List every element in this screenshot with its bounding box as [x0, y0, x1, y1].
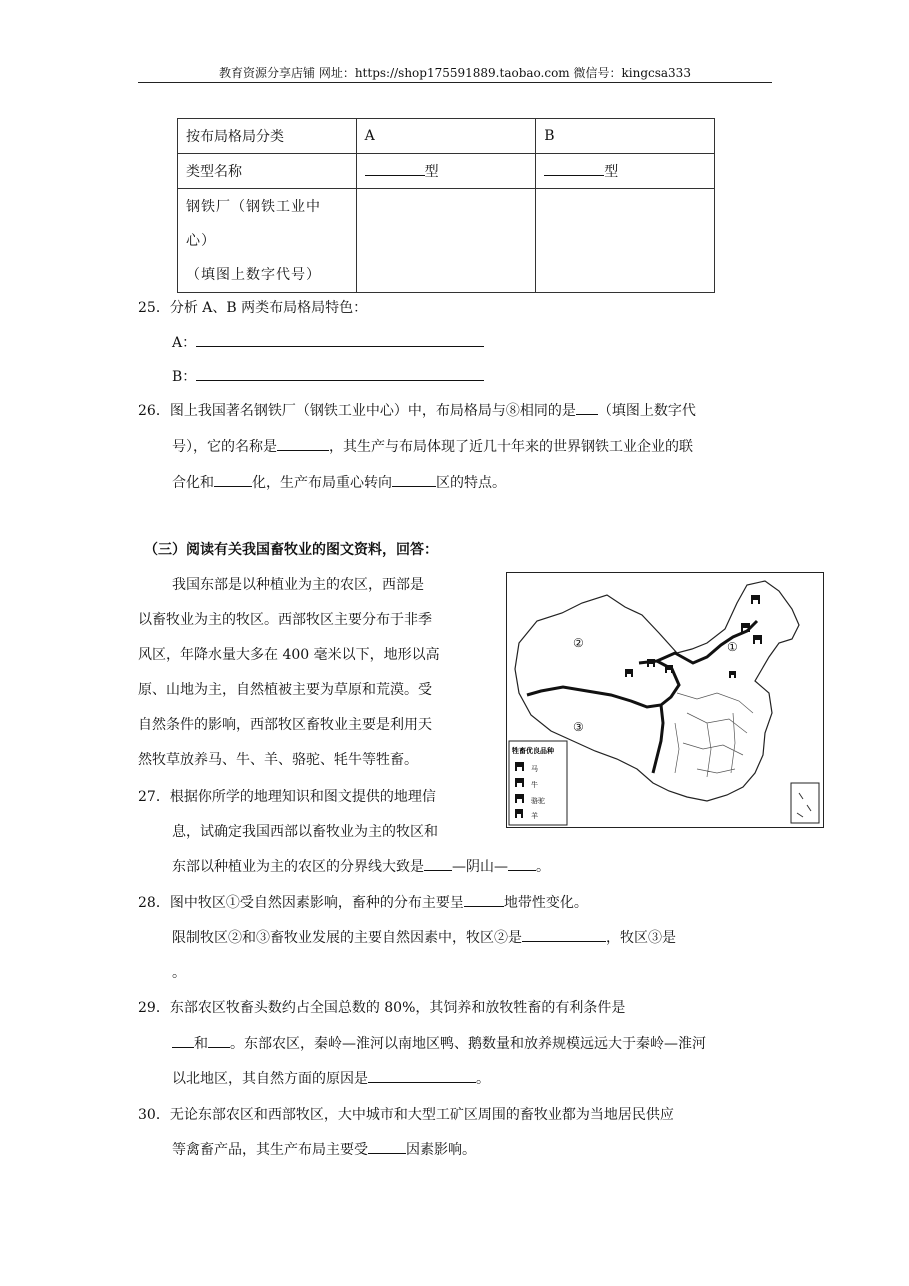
q27-line2: 息，试确定我国西部以畜牧业为主的牧区和: [172, 824, 438, 840]
question-number: 29．: [138, 1000, 170, 1016]
type-suffix: 型: [424, 164, 439, 180]
question-25: [138, 297, 367, 317]
pastoral-boundary-line: [527, 661, 679, 707]
question-text: ，牧区③是: [606, 930, 676, 946]
question-text: 。东部农区，秦岭—淮河以南地区鸭、鹅数量和放养规模远远大于秦岭—淮河: [230, 1036, 706, 1052]
header-divider: [138, 82, 772, 83]
answer-blank[interactable]: [544, 162, 604, 176]
table-cell-label: 按布局格局分类: [178, 119, 357, 154]
legend-label: 马: [531, 765, 538, 773]
answer-blank[interactable]: [214, 473, 252, 487]
q25-a-line: [172, 332, 484, 352]
cell-text-line: 心）: [186, 232, 216, 249]
answer-blank[interactable]: [508, 857, 536, 871]
question-text: ，其生产与布局体现了近几十年来的世界钢铁工业企业的联: [329, 439, 693, 455]
cell-text-line: （填图上数字代号）: [186, 266, 321, 283]
table-cell-a-answer[interactable]: [356, 189, 536, 293]
section-3-title: （三）阅读有关我国畜牧业的图文资料，回答：: [144, 542, 438, 558]
answer-blank[interactable]: [365, 162, 425, 176]
q25-b-line: [172, 366, 484, 386]
question-text: 等禽畜产品，其生产布局主要受: [172, 1142, 368, 1158]
table-cell-a: [356, 154, 536, 189]
question-number: 30．: [138, 1107, 170, 1123]
question-30: [138, 1104, 674, 1124]
question-text: 化，生产布局重心转向: [252, 475, 392, 491]
question-number: 25．: [138, 300, 170, 316]
china-map: [507, 573, 823, 827]
legend-label: 骆驼: [531, 797, 545, 805]
table-row: [178, 189, 715, 293]
answer-blank[interactable]: [277, 437, 329, 451]
intro-paragraph-line: 然牧草放养马、牛、羊、骆驼、牦牛等牲畜。: [138, 752, 418, 768]
q29-line3: [172, 1068, 490, 1088]
answer-blank[interactable]: [196, 367, 484, 381]
question-text: 。: [536, 859, 550, 875]
intro-paragraph-line: 原、山地为主，自然植被主要为草原和荒漠。受: [138, 682, 432, 698]
question-26: [138, 400, 696, 420]
province-borders: [675, 693, 753, 777]
answer-blank[interactable]: [172, 1034, 194, 1048]
question-text: 东部以种植业为主的农区的分界线大致是: [172, 859, 424, 875]
q29-line2: [172, 1033, 706, 1053]
q27-line3: [172, 856, 550, 876]
cell-text-line: 钢铁厂（钢铁工业中: [186, 198, 321, 215]
q28-line2: [172, 927, 676, 947]
answer-blank[interactable]: [392, 473, 436, 487]
question-text: 以北地区，其自然方面的原因是: [172, 1071, 368, 1087]
region-label-1: ①: [727, 640, 738, 654]
answer-blank[interactable]: [208, 1034, 230, 1048]
classification-table: [177, 118, 715, 293]
answer-label: A：: [172, 335, 197, 351]
question-text: 东部农区牧畜头数约占全国总数的 80%，其饲养和放牧牲畜的有利条件是: [169, 1000, 626, 1016]
question-number: 26．: [138, 403, 170, 419]
question-text: 根据你所学的地理知识和图文提供的地理信: [169, 789, 436, 805]
question-text: 地带性变化。: [503, 895, 588, 911]
legend-label: 牛: [531, 781, 538, 789]
question-text: 分析 A、B 两类布局格局特色：: [169, 300, 368, 316]
map-legend-title: 牲畜优良品种: [512, 746, 554, 755]
table-cell-b-answer[interactable]: [536, 189, 715, 293]
question-text: 因素影响。: [406, 1142, 476, 1158]
type-suffix: 型: [604, 164, 619, 180]
answer-blank[interactable]: [368, 1069, 476, 1083]
question-text: 限制牧区②和③畜牧业发展的主要自然因素中，牧区②是: [172, 930, 522, 946]
intro-paragraph-line: 风区，年降水量大多在 400 毫米以下，地形以高: [138, 647, 440, 663]
pastoral-boundary-line-south: [653, 705, 663, 773]
question-28: [138, 892, 588, 912]
legend-label: 羊: [531, 812, 538, 820]
livestock-map-figure: [506, 572, 824, 828]
south-china-sea-inset: [791, 783, 819, 823]
question-text: 无论东部农区和西部牧区，大中城市和大型工矿区周围的畜牧业都为当地居民供应: [169, 1107, 674, 1123]
answer-blank[interactable]: [368, 1140, 406, 1154]
question-number: 27．: [138, 789, 170, 805]
question-27: [138, 786, 436, 806]
intro-paragraph-line: 自然条件的影响，西部牧区畜牧业主要是利用天: [138, 717, 432, 733]
question-number: 28．: [138, 895, 170, 911]
table-cell-a: A: [356, 119, 536, 154]
table-cell-label: 类型名称: [178, 154, 357, 189]
table-cell-label: [178, 189, 357, 293]
question-text: 号），它的名称是: [172, 439, 277, 455]
region-label-2: ②: [573, 636, 584, 650]
question-text: 和: [194, 1036, 208, 1052]
q30-line2: [172, 1139, 476, 1159]
question-text: 图中牧区①受自然因素影响，畜种的分布主要呈: [169, 895, 464, 911]
question-text: 区的特点。: [436, 475, 506, 491]
page-header: 教育资源分享店铺 网址：https://shop175591889.taobao.com 微信号：kingcsa333: [219, 66, 691, 80]
answer-blank[interactable]: [424, 857, 452, 871]
question-text: —阴山—: [452, 859, 508, 875]
question-text: 。: [476, 1071, 490, 1087]
answer-blank[interactable]: [464, 893, 504, 907]
answer-blank[interactable]: [522, 928, 606, 942]
table-cell-b: B: [536, 119, 715, 154]
q26-line3: [172, 472, 506, 492]
region-label-3: ③: [573, 720, 584, 734]
animal-marker-icon: [625, 595, 762, 678]
table-row: [178, 119, 715, 154]
question-29: [138, 997, 625, 1017]
question-text: （填图上数字代: [597, 403, 696, 419]
question-text: 图上我国著名钢铁厂（钢铁工业中心）中，布局格局与⑧相同的是: [169, 403, 576, 419]
table-row: [178, 154, 715, 189]
q26-line2: [172, 436, 693, 456]
question-text: 合化和: [172, 475, 214, 491]
table-cell-b: [536, 154, 715, 189]
intro-paragraph-line: 我国东部是以种植业为主的农区，西部是: [172, 577, 424, 593]
answer-label: B：: [172, 369, 197, 385]
q28-line3: 。: [172, 965, 186, 981]
intro-paragraph-line: 以畜牧业为主的牧区。西部牧区主要分布于非季: [138, 612, 432, 628]
answer-blank[interactable]: [196, 333, 484, 347]
answer-blank[interactable]: [576, 401, 598, 415]
